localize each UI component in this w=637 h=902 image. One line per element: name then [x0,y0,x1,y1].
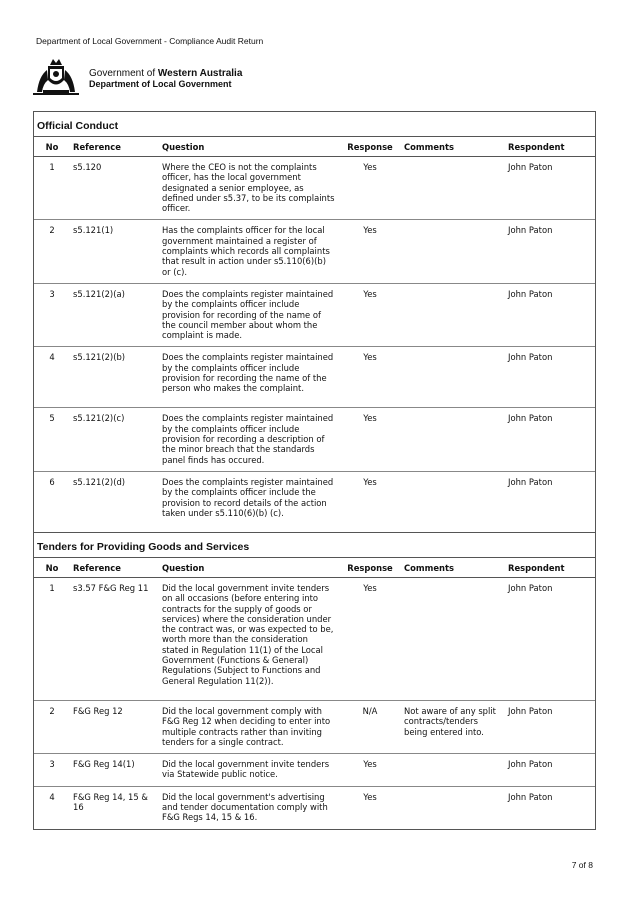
cell-reference: s5.121(2)(d) [73,476,126,487]
cell-reference: s5.121(2)(c) [70,408,159,471]
cell-response: N/A [339,701,401,754]
table-row [34,578,595,701]
cell-question: Does the complaints register maintained by the complaints officer include provision for recording a description of the minor breach that the standards panel finds has occured. [159,408,339,471]
cell-no: 3 [34,283,70,346]
cell-no: 1 [34,157,70,220]
cell-respondent: John Paton [505,220,595,283]
col-header-no: No [34,558,70,578]
cell-question: Where the CEO is not the complaints officer, has the local government designated a senior employee, as defined under s5.37, to be its complaints officer. [159,157,339,220]
cell-respondent: John Paton [505,754,595,787]
table-row [34,754,595,787]
col-header-response: Response [339,137,401,157]
table-row [34,408,595,471]
table-row [34,786,595,828]
cell-question: Does the complaints register maintained by the complaints officer include provision for recording of the name of the council member about whom the complaint is made. [159,283,339,346]
cell-reference: F&G Reg 14, 15 & 16 [73,791,148,813]
col-header-question: Question [159,137,339,157]
section-title: Official Conduct [37,120,119,132]
col-header-response: Response [339,558,401,578]
cell-reference: s5.121(1) [70,220,159,283]
cell-respondent: John Paton [505,578,595,701]
section-official-conduct [33,111,596,533]
cell-reference: F&G Reg 12 [70,701,159,754]
cell-reference: s5.121(2)(a) [70,283,159,346]
table-header-row [34,137,595,157]
col-header-respondent: Respondent [505,558,595,578]
cell-question: Did the local government's advertising and tender documentation comply with F&G Regs 14, 15 & 16. [162,791,328,823]
cell-comments [401,408,505,471]
cell-response: Yes [339,347,401,408]
cell-comments [401,578,505,701]
cell-question: Did the local government invite tenders via Statewide public notice. [159,754,339,787]
cell-no: 2 [34,220,70,283]
col-header-reference: Reference [70,558,159,578]
cell-comments [401,283,505,346]
cell-comments [401,471,505,532]
cell-response: Yes [339,220,401,283]
table-row [34,283,595,346]
col-header-comments: Comments [401,558,505,578]
cell-respondent: John Paton [508,476,553,487]
cell-response: Yes [339,754,401,787]
official-conduct-table [34,136,595,532]
cell-question: Has the complaints officer for the local government maintained a register of complaints which records all complaints that result in action under s5.110(6)(b) or (c). [159,220,339,283]
cell-question: Did the local government comply with F&G Reg 12 when deciding to enter into multiple contracts rather than inviting tenders for a single contract. [159,701,339,754]
cell-response: Yes [363,476,377,487]
cell-respondent: John Paton [508,791,553,802]
cell-respondent: John Paton [505,347,595,408]
cell-no: 4 [49,791,55,802]
government-name: Government of Western Australia [89,68,243,79]
cell-comments [401,157,505,220]
cell-no: 2 [34,701,70,754]
table-header-row [34,558,595,578]
table-row [34,471,595,532]
cell-no: 1 [34,578,70,701]
section-title: Tenders for Providing Goods and Services [37,541,250,553]
section-tenders [33,532,596,830]
cell-respondent: John Paton [505,157,595,220]
cell-reference: s3.57 F&G Reg 11 [70,578,159,701]
tenders-table [34,557,595,829]
cell-question: Did the local government invite tenders on all occasions (before entering into contracts for the supply of goods or services) where the consideration under the contract was, or was expected to be, worth more than the consideration stated in Regulation 11(1) of the Local Government (Functions & General) Regulations (Subject to Functions and General Regulation 11(2)). [159,578,339,701]
cell-question: Does the complaints register maintained by the complaints officer include the provision to record details of the action taken under s5.110(6)(b) (c). [162,476,334,518]
table-row [34,157,595,220]
col-header-comments: Comments [401,137,505,157]
col-header-reference: Reference [70,137,159,157]
cell-response: Yes [339,283,401,346]
cell-response: Yes [339,157,401,220]
cell-response: Yes [339,408,401,471]
cell-no: 5 [34,408,70,471]
cell-respondent: John Paton [505,408,595,471]
department-name: Department of Local Government [89,79,232,89]
table-row [34,220,595,283]
cell-reference: s5.121(2)(b) [70,347,159,408]
cell-reference: s5.120 [70,157,159,220]
government-logo [33,56,293,98]
col-header-question: Question [159,558,339,578]
cell-response: Yes [339,578,401,701]
table-row [34,701,595,754]
col-header-respondent: Respondent [505,137,595,157]
cell-respondent: John Paton [505,283,595,346]
cell-reference: F&G Reg 14(1) [70,754,159,787]
cell-respondent: John Paton [505,701,595,754]
wa-coat-of-arms-icon [33,56,79,96]
cell-comments: Not aware of any split contracts/tenders being entered into. [401,701,505,754]
cell-comments [401,220,505,283]
cell-question: Does the complaints register maintained by the complaints officer include provision for recording the name of the person who makes the complaint. [159,347,339,408]
cell-no: 3 [34,754,70,787]
table-row [34,347,595,408]
col-header-no: No [34,137,70,157]
cell-comments [401,754,505,787]
cell-comments [401,347,505,408]
page-number: 7 of 8 [571,860,593,870]
document-header: Department of Local Government - Compliance Audit Return [36,36,264,46]
cell-comments [401,786,505,828]
cell-no: 6 [49,476,55,487]
cell-no: 4 [34,347,70,408]
cell-response: Yes [363,791,377,802]
